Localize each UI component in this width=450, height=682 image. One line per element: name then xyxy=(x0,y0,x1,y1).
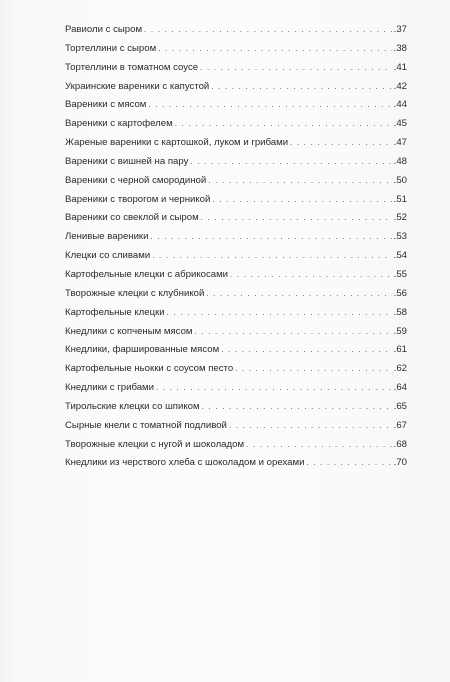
toc-dot-leader xyxy=(158,40,391,59)
toc-dot-leader xyxy=(290,134,392,153)
toc-entry-page: .52 xyxy=(393,212,407,224)
toc-entry-title: Украинские вареники с капустой xyxy=(65,80,210,92)
toc-entry xyxy=(65,115,407,134)
toc-entry xyxy=(65,40,407,59)
toc-entry-page: .70 xyxy=(393,457,407,469)
toc-entry-title: Ленивые вареники xyxy=(65,231,149,243)
toc-entry xyxy=(65,398,407,417)
toc-entry-page: .47 xyxy=(393,137,407,149)
toc-entry-title: Кнедлики с копченым мясом xyxy=(65,325,193,337)
toc-entry xyxy=(65,323,407,342)
toc-dot-leader xyxy=(306,454,391,473)
toc-entry-title: Картофельные клецки xyxy=(65,306,165,318)
toc-entry-page: .51 xyxy=(393,193,407,205)
toc-entry-title: Тортеллини в томатном соусе xyxy=(65,61,199,73)
toc-entry xyxy=(65,341,407,360)
toc-dot-leader xyxy=(190,153,391,172)
toc-entry-page: .58 xyxy=(393,306,407,318)
toc-entry-title: Вареники со свеклой и сыром xyxy=(65,212,199,224)
toc-entry-title: Вареники с мясом xyxy=(65,99,147,111)
toc-entry-page: .62 xyxy=(393,363,407,375)
toc-dot-leader xyxy=(167,304,392,323)
toc-entry-page: .48 xyxy=(393,155,407,167)
toc-dot-leader xyxy=(229,417,392,436)
toc-entry-title: Вареники с вишней на пару xyxy=(65,155,189,167)
toc-entry-page: .54 xyxy=(393,250,407,262)
toc-entry-title: Картофельные ньокки с соусом песто xyxy=(65,363,234,375)
toc-entry xyxy=(65,78,407,97)
toc-entry xyxy=(65,153,407,172)
toc-entry-page: .59 xyxy=(393,325,407,337)
toc-entry xyxy=(65,191,407,210)
toc-entry-page: .61 xyxy=(393,344,407,356)
toc-entry-page: .67 xyxy=(393,419,407,431)
toc-entry xyxy=(65,436,407,455)
toc-dot-leader xyxy=(202,398,392,417)
toc-dot-leader xyxy=(148,96,391,115)
toc-entry-title: Клецки со сливами xyxy=(65,250,151,262)
toc-dot-leader xyxy=(195,323,392,342)
toc-entry xyxy=(65,417,407,436)
toc-dot-leader xyxy=(230,266,392,285)
toc-entry-title: Кнедлики, фаршированные мясом xyxy=(65,344,220,356)
toc-entry xyxy=(65,266,407,285)
toc-entry-page: .64 xyxy=(393,382,407,394)
toc-entry-title: Вареники с творогом и черникой xyxy=(65,193,211,205)
toc-entry-title: Кнедлики из черствого хлеба с шоколадом и орехами xyxy=(65,457,305,469)
toc-entry-title: Кнедлики с грибами xyxy=(65,382,155,394)
toc-entry-page: .41 xyxy=(393,61,407,73)
toc-entry xyxy=(65,134,407,153)
toc-entry xyxy=(65,96,407,115)
toc-entry xyxy=(65,285,407,304)
toc-entry-page: .56 xyxy=(393,287,407,299)
toc-dot-leader xyxy=(221,341,391,360)
toc-entry-page: .37 xyxy=(393,24,407,35)
toc-dot-leader xyxy=(144,21,392,40)
toc-entry-title: Вареники с черной смородиной xyxy=(65,174,207,186)
toc-entry xyxy=(65,172,407,191)
toc-entry-title: Творожные клецки с клубникой xyxy=(65,287,205,299)
toc-entry xyxy=(65,360,407,379)
toc-entry-page: .50 xyxy=(393,174,407,186)
toc-entry-title: Вареники с картофелем xyxy=(65,118,173,130)
toc-entry-title: Творожные клецки с нугой и шоколадом xyxy=(65,438,245,450)
toc-dot-leader xyxy=(152,247,391,266)
table-of-contents xyxy=(65,21,407,473)
toc-entry-page: .55 xyxy=(393,268,407,280)
toc-entry-page: .42 xyxy=(393,80,407,92)
toc-entry xyxy=(65,228,407,247)
toc-entry xyxy=(65,247,407,266)
toc-entry-title: Равиоли с сыром xyxy=(65,24,143,35)
toc-entry-title: Жареные вареники с картошкой, луком и грибами xyxy=(65,137,289,149)
toc-entry xyxy=(65,21,407,40)
toc-dot-leader xyxy=(206,285,391,304)
toc-entry-page: .65 xyxy=(393,400,407,412)
toc-entry xyxy=(65,304,407,323)
toc-dot-leader xyxy=(235,360,391,379)
toc-entry-title: Тирольские клецки со шпиком xyxy=(65,400,200,412)
toc-entry xyxy=(65,379,407,398)
toc-entry-page: .38 xyxy=(393,42,407,54)
toc-dot-leader xyxy=(211,78,391,97)
toc-entry xyxy=(65,454,407,473)
toc-entry-title: Картофельные клецки с абрикосами xyxy=(65,268,229,280)
toc-entry-page: .53 xyxy=(393,231,407,243)
toc-dot-leader xyxy=(151,228,392,247)
toc-dot-leader xyxy=(208,172,391,191)
toc-entry-page: .45 xyxy=(393,118,407,130)
toc-entry xyxy=(65,209,407,228)
toc-entry-title: Сырные кнели с томатной подливой xyxy=(65,419,227,431)
toc-entry xyxy=(65,59,407,78)
toc-dot-leader xyxy=(200,59,392,78)
toc-dot-leader xyxy=(156,379,392,398)
toc-dot-leader xyxy=(212,191,391,210)
toc-dot-leader xyxy=(246,436,392,455)
toc-entry-page: .68 xyxy=(393,438,407,450)
toc-entry-title: Тортеллини с сыром xyxy=(65,42,157,54)
toc-dot-leader xyxy=(201,209,392,228)
toc-dot-leader xyxy=(175,115,392,134)
toc-entry-page: .44 xyxy=(393,99,407,111)
